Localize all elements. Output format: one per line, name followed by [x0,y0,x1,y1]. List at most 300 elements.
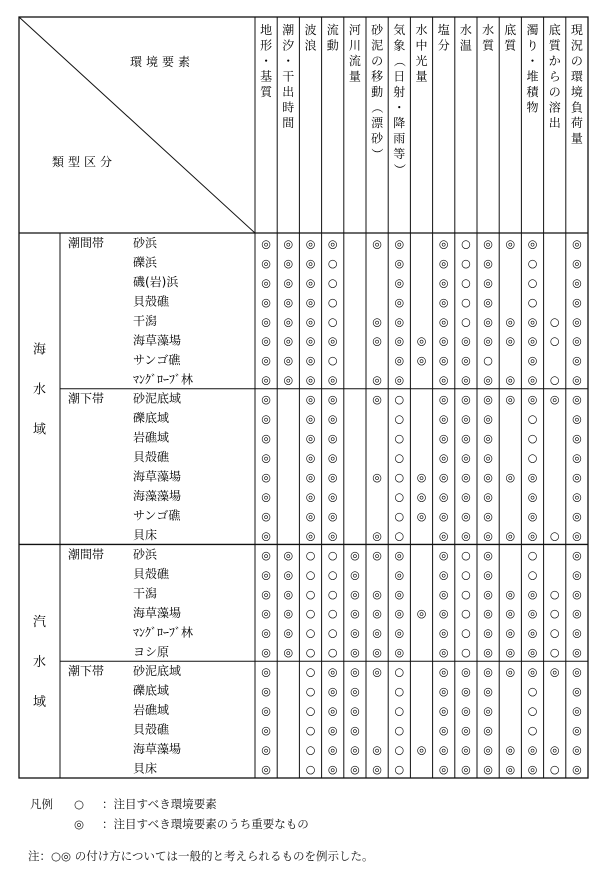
cell-mark: ◎ [461,373,471,387]
cell-mark: ◎ [572,607,582,621]
column-header-char: 光 [415,54,428,68]
cell-mark: ◎ [438,295,449,309]
cell-mark: ◎ [438,354,449,368]
cell-mark: ◎ [305,334,316,348]
column-header-char: 砂 [371,131,384,146]
cell-mark: ◎ [283,626,294,640]
cell-mark: ◎ [327,490,338,504]
cell-mark: ◎ [261,724,271,738]
cell-mark: ◎ [261,490,271,504]
cell-mark: ◎ [572,256,582,270]
cell-mark: ◎ [527,626,538,640]
row-name: 貝殻礁 [133,722,170,737]
column-header-char: 溶 [548,100,561,115]
cell-mark: ◎ [483,665,493,679]
cell-mark: ◎ [305,393,316,407]
cell-mark: ◎ [572,412,582,426]
cell-mark: ◎ [483,315,493,329]
cell-mark: ○ [483,354,493,368]
cell-mark: ◎ [305,490,316,504]
cell-mark: ◎ [416,354,427,368]
legend [30,796,217,812]
cell-mark: ◎ [327,704,338,718]
cell-mark: ◎ [283,568,294,582]
cell-mark: ◎ [438,412,449,426]
cell-mark: ○ [394,432,405,446]
cell-mark: ◎ [483,607,493,621]
column-header-char: 波 [304,23,317,37]
cell-mark: ◎ [483,432,493,446]
cell-mark: ◎ [483,587,493,601]
cell-mark: ○ [394,393,405,407]
section-label-char: 水 [32,655,47,671]
cell-mark: ◎ [305,509,316,523]
column-header-char: 境 [570,85,583,99]
corner-diagonal [19,17,255,233]
cell-mark: ◎ [572,334,582,348]
cell-mark: ◎ [394,334,405,348]
row-name: ヨシ原 [133,644,170,659]
cell-mark: ◎ [438,256,449,270]
column-header-char: 雨 [393,131,406,146]
corner-label-char: 環 [130,55,143,69]
cell-mark: ○ [549,529,560,543]
row-name: 干潟 [133,313,158,328]
cell-mark: ◎ [438,432,449,446]
cell-mark: ○ [327,568,338,582]
cell-mark: ○ [305,685,316,699]
cell-mark: ○ [549,607,560,621]
cell-mark: ◎ [438,373,449,387]
cell-mark: ◎ [483,295,493,309]
row-name: 海草藻場 [133,469,182,484]
cell-mark: ◎ [483,704,493,718]
legend-title: 凡例 [30,797,53,811]
cell-mark: ◎ [372,665,382,679]
cell-mark: ◎ [483,548,493,562]
cell-mark: ◎ [572,568,582,582]
column-header-char: 浪 [304,38,317,53]
cell-mark: ◎ [394,256,405,270]
cell-mark: ◎ [572,646,582,660]
row-name: 磯(岩)浜 [133,274,179,289]
cell-mark: ◎ [527,587,538,601]
cell-mark: ○ [527,568,538,582]
cell-mark: ◎ [572,548,582,562]
cell-mark: ◎ [461,451,471,465]
cell-mark: ○ [327,276,338,290]
cell-mark: ◎ [261,704,271,718]
cell-mark: ◎ [327,724,338,738]
cell-mark: ◎ [283,354,294,368]
footnote: 注：○◎ の付け方については一般的と考えられるものを例示した。 [28,849,374,863]
cell-mark: ◎ [261,315,271,329]
column-header-char: 塩 [437,23,450,37]
cell-mark: ◎ [461,724,471,738]
cell-mark: ◎ [327,334,338,348]
column-header-char: 物 [526,100,539,115]
cell-mark: ◎ [372,548,382,562]
cell-mark: ◎ [261,509,271,523]
cell-mark: ◎ [438,762,449,776]
cell-mark: ◎ [483,470,493,484]
zone-label: 潮下帯 [68,664,105,679]
column-header-char: （ [392,54,407,68]
column-header-char: 動 [371,85,384,99]
column-header-char: 質 [260,85,273,99]
cell-mark: ◎ [438,548,449,562]
cell-mark: ◎ [527,373,538,387]
cell-mark: ◎ [327,432,338,446]
cell-mark: ◎ [483,490,493,504]
cell-mark: ◎ [350,587,360,601]
cell-mark: ◎ [505,607,516,621]
cell-mark: ◎ [483,743,493,757]
corner-label-char: 素 [178,55,191,69]
cell-mark: ◎ [394,373,405,387]
cell-mark: ◎ [438,685,449,699]
cell-mark: ◎ [527,354,538,368]
cell-mark: ◎ [283,587,294,601]
cell-mark: ◎ [394,568,405,582]
cell-mark: ○ [305,568,316,582]
cell-mark: ○ [305,626,316,640]
cell-mark: ○ [327,626,338,640]
cell-mark: ○ [527,685,538,699]
cell-mark: ○ [461,568,471,582]
cell-mark: ○ [461,256,471,270]
cell-mark: ◎ [505,334,516,348]
cell-mark: ◎ [261,276,271,290]
column-header-char: 中 [415,38,428,53]
cell-mark: ○ [305,704,316,718]
cell-mark: ◎ [350,743,360,757]
cell-mark: ◎ [572,393,582,407]
cell-mark: ◎ [527,315,538,329]
cell-mark: ◎ [416,334,427,348]
cell-mark: ◎ [261,587,271,601]
cell-mark: ◎ [527,665,538,679]
column-header-char: 基 [260,69,273,84]
cell-mark: ◎ [438,315,449,329]
cell-mark: ○ [527,295,538,309]
section-label-char: 域 [32,695,47,711]
column-header-char: 荷 [570,116,583,130]
cell-mark: ○ [549,315,560,329]
cell-mark: ◎ [505,587,516,601]
corner-label-char: 類 [52,155,65,169]
cell-mark: ◎ [527,743,538,757]
cell-mark: ◎ [572,451,582,465]
cell-mark: ○ [305,665,316,679]
cell-mark: ○ [394,743,405,757]
cell-mark: ◎ [461,762,471,776]
cell-mark: ○ [394,529,405,543]
column-header-char: 堆 [526,69,539,84]
column-header-char: ・ [260,54,273,68]
cell-mark: ◎ [483,685,493,699]
cell-mark: ◎ [394,276,405,290]
cell-mark: ◎ [372,373,382,387]
cell-mark: ◎ [438,646,449,660]
cell-mark: ◎ [350,665,360,679]
column-header-char: 質 [548,38,561,53]
column-header-char: 量 [348,69,361,84]
cell-mark: ○ [549,762,560,776]
legend-row-2 [30,816,309,832]
cell-mark: ○ [305,724,316,738]
column-header-char: 環 [570,69,583,84]
cell-mark: ◎ [483,334,493,348]
cell-mark: ○ [549,646,560,660]
cell-mark: ◎ [572,529,582,543]
cell-mark: ◎ [438,529,449,543]
column-header-char: 潮 [282,23,295,37]
cell-mark: ◎ [416,470,427,484]
cell-mark: ◎ [350,646,360,660]
column-header-char: 日 [393,69,406,84]
cell-mark: ◎ [261,451,271,465]
column-header-char: ・ [526,54,539,68]
cell-mark: ◎ [394,237,405,251]
cell-mark: ◎ [438,626,449,640]
column-header-char: 量 [415,69,428,84]
cell-mark: ◎ [372,743,382,757]
column-header-char: 地 [260,23,273,37]
cell-mark: ◎ [483,276,493,290]
cell-mark: ◎ [261,354,271,368]
row-name: 砂泥底域 [133,391,182,406]
corner-label-char: 境 [146,55,159,69]
cell-mark: ◎ [461,529,471,543]
column-header-char: ） [370,147,385,161]
cell-mark: ◎ [394,626,405,640]
cell-mark: ◎ [438,393,449,407]
row-name: ﾏﾝｸﾞﾛｰﾌﾞ林 [133,625,194,640]
cell-mark: ◎ [394,646,405,660]
corner-label-char: 区 [84,155,97,169]
cell-mark: ◎ [549,393,560,407]
cell-mark: ◎ [505,646,516,660]
legend-symbol-double-circle: ◎ [74,817,85,831]
section-label-char: 海 [32,342,47,358]
cell-mark: ◎ [261,762,271,776]
column-header-char: 河 [348,23,361,37]
cell-mark: ◎ [438,665,449,679]
cell-mark: ○ [527,432,538,446]
row-name: 貝床 [133,761,158,776]
cell-mark: ◎ [305,373,316,387]
cell-mark: ◎ [327,412,338,426]
cell-mark: ○ [327,548,338,562]
column-header-char: 温 [459,38,472,53]
cell-mark: ◎ [350,548,360,562]
column-header-char: 負 [570,100,583,115]
cell-mark: ○ [305,587,316,601]
cell-mark: ◎ [572,432,582,446]
cell-mark: ◎ [572,724,582,738]
zone-label: 潮間帯 [68,547,105,562]
cell-mark: ◎ [372,315,382,329]
cell-mark: ◎ [483,373,493,387]
cell-mark: ◎ [261,470,271,484]
column-header-char: ・ [282,54,295,68]
cell-mark: ○ [527,724,538,738]
row-name: 貝殻礁 [133,294,170,309]
cell-mark: ◎ [527,237,538,251]
cell-mark: ◎ [527,762,538,776]
cell-mark: ◎ [505,529,516,543]
column-header-char: 濁 [526,23,539,37]
cell-mark: ◎ [327,373,338,387]
cell-mark: ◎ [372,762,382,776]
cell-mark: ◎ [483,568,493,582]
cell-mark: ◎ [261,237,271,251]
legend-text-circle: ：注目すべき環境要素 [102,797,217,811]
cell-mark: ◎ [505,237,516,251]
row-name: 礫底域 [133,411,170,426]
column-header-char: 等 [393,147,406,161]
cell-mark: ◎ [572,509,582,523]
cell-mark: ○ [527,276,538,290]
cell-mark: ◎ [461,432,471,446]
cell-mark: ◎ [305,276,316,290]
row-name: 海草藻場 [133,333,182,348]
cell-mark: ○ [527,256,538,270]
cell-mark: ◎ [527,490,538,504]
cell-mark: ◎ [483,762,493,776]
section-label-char: 域 [32,422,47,438]
cell-mark: ◎ [483,237,493,251]
cell-mark: ◎ [549,743,560,757]
cell-mark: ◎ [305,315,316,329]
cell-mark: ◎ [572,373,582,387]
cell-mark: ◎ [350,724,360,738]
cell-mark: ◎ [305,451,316,465]
cell-mark: ○ [327,295,338,309]
cell-mark: ◎ [327,685,338,699]
cell-mark: ◎ [327,237,338,251]
cell-mark: ◎ [438,276,449,290]
cell-mark: ◎ [438,587,449,601]
column-header-char: 出 [282,85,295,99]
cell-mark: ○ [394,490,405,504]
cell-mark: ◎ [483,393,493,407]
column-header-char: 流 [326,23,339,37]
column-header-char: 水 [482,23,495,37]
cell-mark: ○ [305,743,316,757]
cell-mark: ○ [527,548,538,562]
cell-mark: ◎ [461,354,471,368]
cell-mark: ◎ [438,237,449,251]
cell-mark: ○ [327,646,338,660]
cell-mark: ◎ [483,412,493,426]
cell-mark: ○ [461,646,471,660]
cell-mark: ○ [527,704,538,718]
cell-mark: ◎ [261,334,271,348]
legend-text-double-circle: ：注目すべき環境要素のうち重要なもの [102,817,309,831]
cell-mark: ◎ [527,509,538,523]
cell-mark: ◎ [572,685,582,699]
column-header-char: 分 [437,38,450,53]
cell-mark: ○ [305,607,316,621]
cell-mark: ◎ [261,432,271,446]
column-header-char: 射 [393,85,406,99]
cell-mark: ◎ [350,704,360,718]
cell-mark: ◎ [261,393,271,407]
column-header-char: 気 [393,23,406,37]
cell-mark: ○ [527,412,538,426]
cell-mark: ◎ [483,529,493,543]
cell-mark: ◎ [394,315,405,329]
cell-mark: ◎ [461,685,471,699]
column-header-char: 時 [282,100,295,115]
cell-mark: ◎ [505,470,516,484]
column-header-char: 流 [348,54,361,68]
cell-mark: ◎ [572,587,582,601]
cell-mark: ◎ [305,256,316,270]
row-name: 礫浜 [133,255,158,270]
cell-mark: ◎ [483,451,493,465]
cell-mark: ◎ [438,490,449,504]
row-name: 砂浜 [133,547,158,562]
cell-mark: ○ [394,451,405,465]
row-name: 礫底域 [133,683,170,698]
cell-mark: ◎ [261,743,271,757]
row-name: 干潟 [133,586,158,601]
row-name: 海草藻場 [133,605,182,620]
cell-mark: ◎ [527,529,538,543]
cell-mark: ◎ [505,743,516,757]
cell-mark: ○ [461,295,471,309]
cell-mark: ◎ [527,393,538,407]
column-header-char: 間 [282,116,295,130]
cell-mark: ◎ [283,276,294,290]
cell-mark: ◎ [327,393,338,407]
cell-mark: ○ [394,470,405,484]
column-header-char: 質 [482,38,495,53]
cell-mark: ◎ [483,256,493,270]
cell-mark: ◎ [261,295,271,309]
cell-mark: ◎ [527,607,538,621]
cell-mark: ◎ [505,762,516,776]
column-header-char: 質 [504,38,517,53]
column-header-char: の [570,54,583,68]
cell-mark: ◎ [572,665,582,679]
row-name: 岩礁域 [133,703,170,718]
cell-mark: ◎ [505,315,516,329]
cell-mark: ◎ [505,665,516,679]
column-header-char: 量 [570,131,583,146]
cell-mark: ◎ [372,529,382,543]
cell-mark: ◎ [572,295,582,309]
cell-mark: ○ [394,665,405,679]
cell-mark: ◎ [261,568,271,582]
cell-mark: ◎ [350,568,360,582]
cell-mark: ◎ [438,568,449,582]
cell-mark: ◎ [505,393,516,407]
cell-mark: ◎ [372,626,382,640]
cell-mark: ○ [305,548,316,562]
cell-mark: ◎ [283,548,294,562]
cell-mark: ◎ [505,626,516,640]
column-header-char: 漂 [371,116,384,130]
cell-mark: ○ [327,354,338,368]
cell-mark: ◎ [572,354,582,368]
cell-mark: ◎ [372,237,382,251]
cell-mark: ◎ [438,704,449,718]
column-header-char: 形 [260,38,273,53]
